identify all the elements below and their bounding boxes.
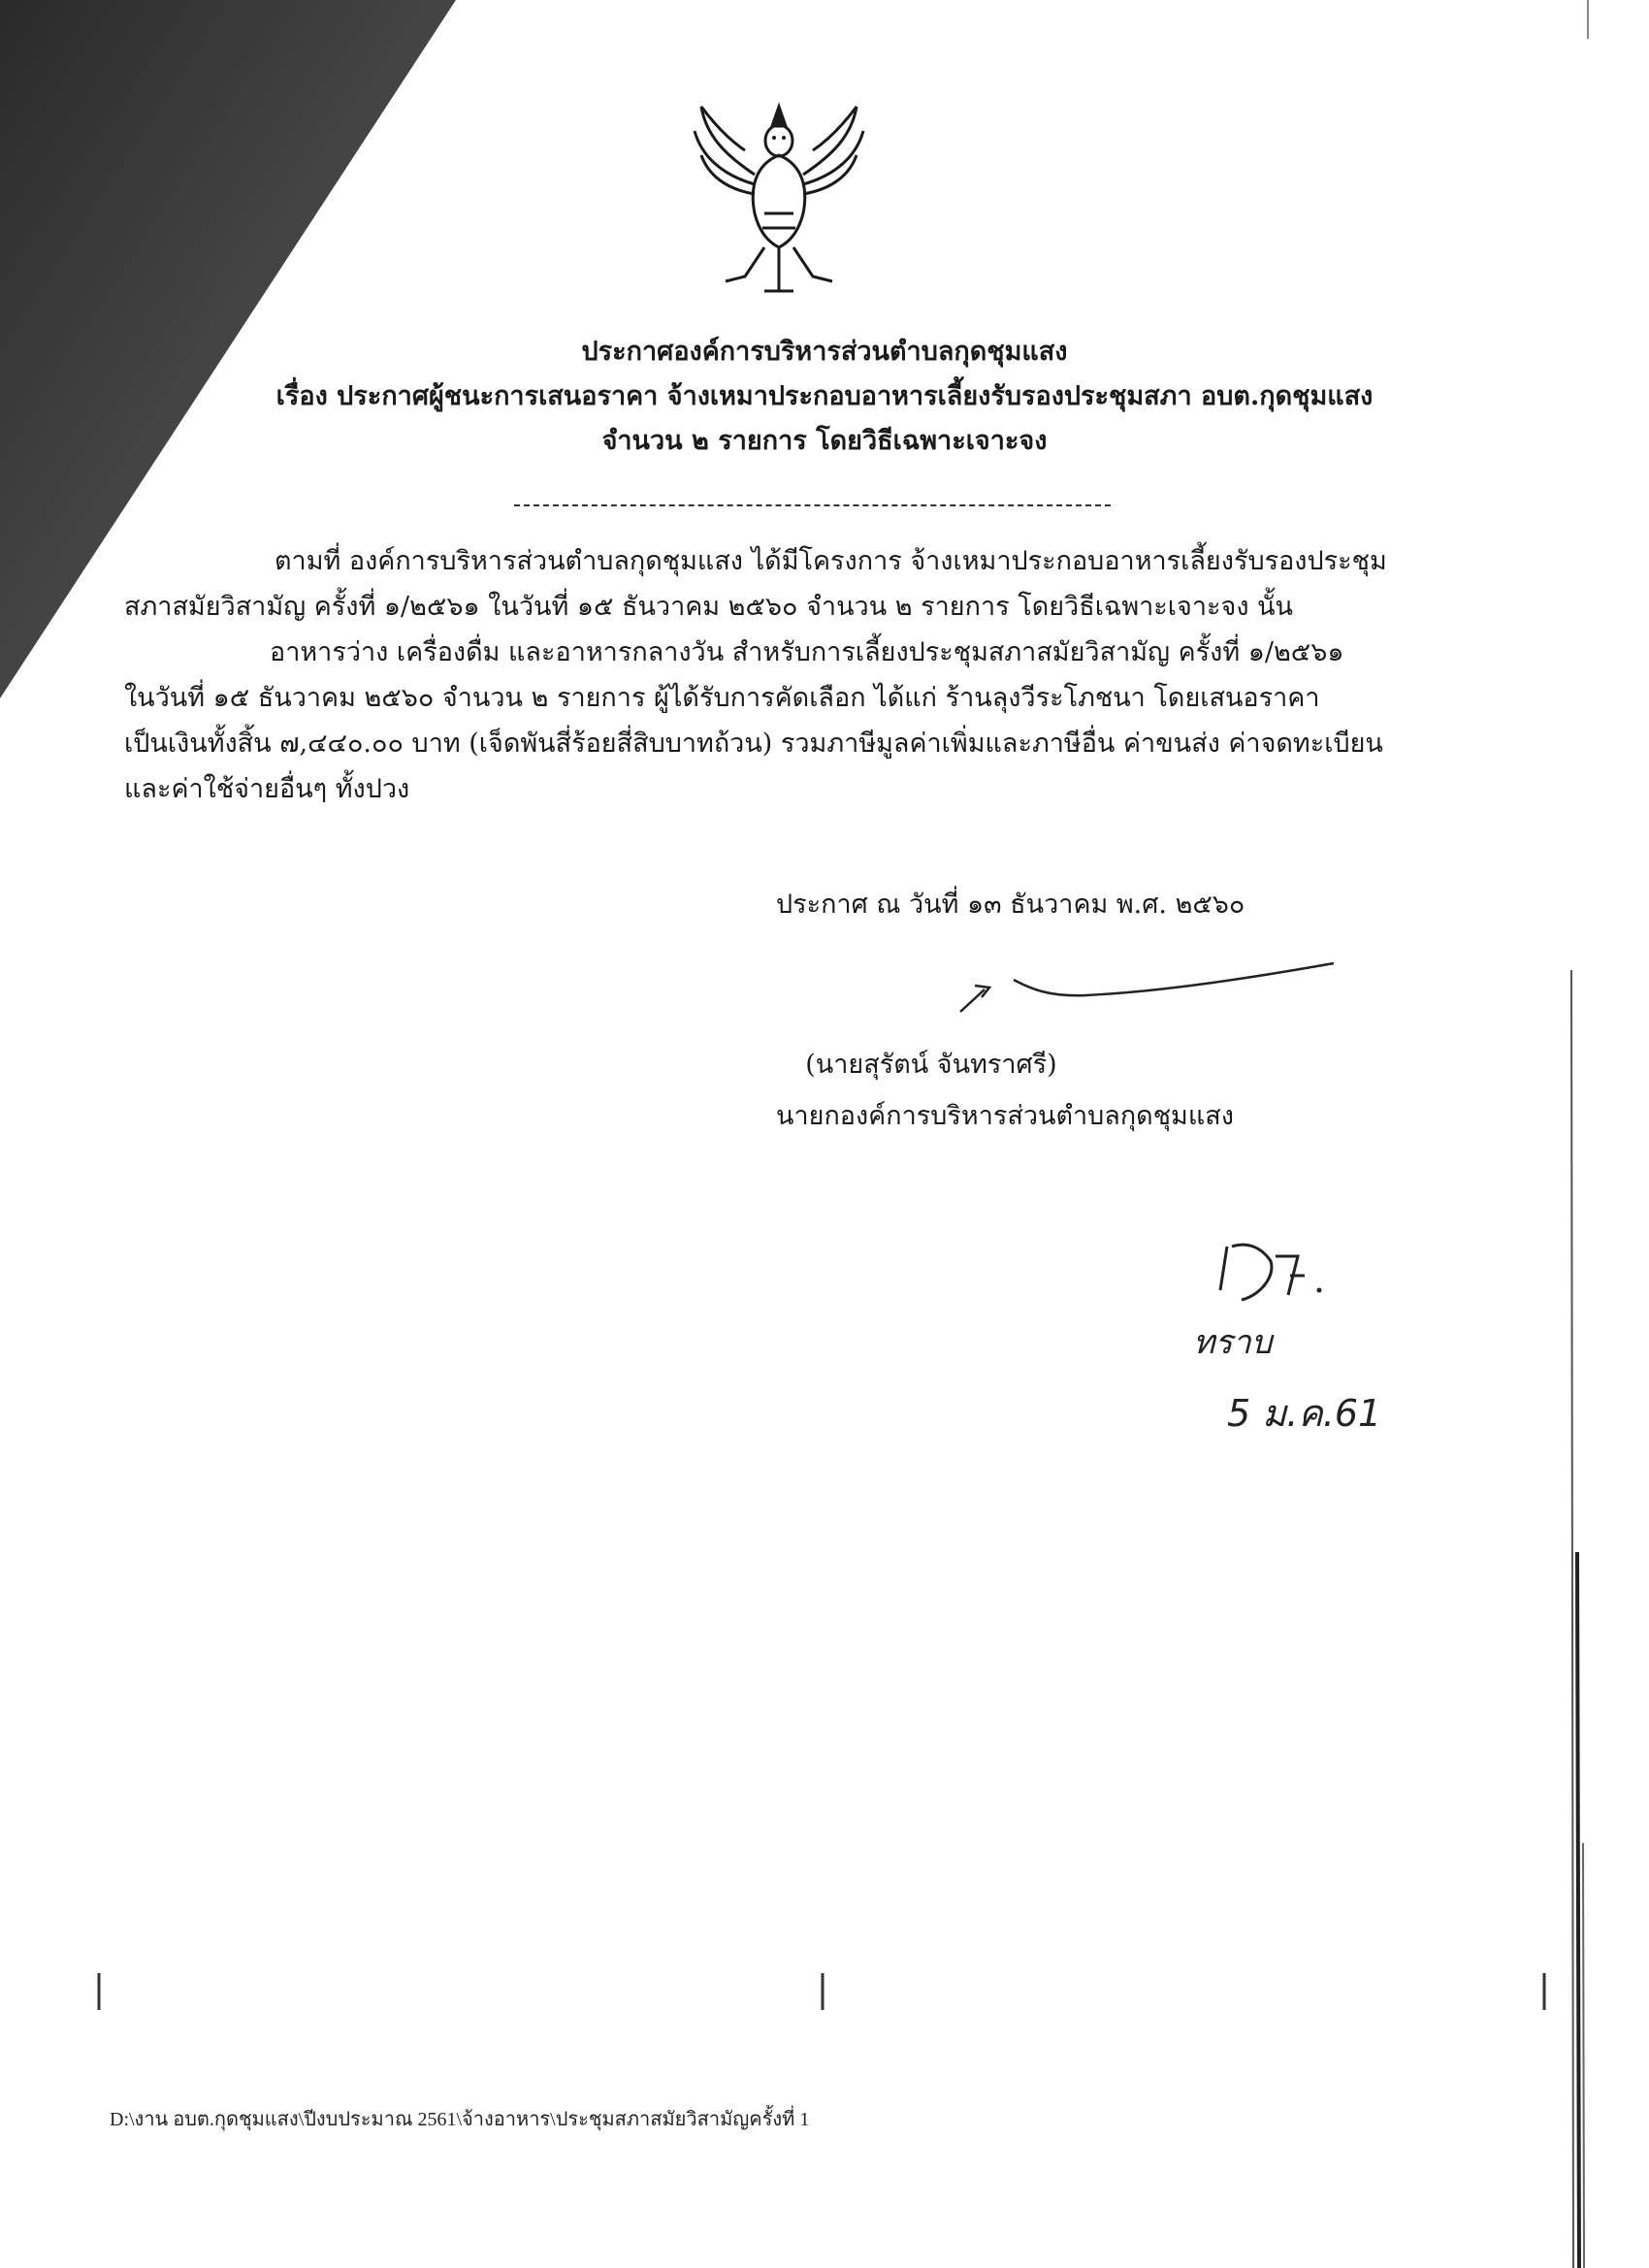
signer-name-row — [0, 1043, 1649, 1085]
signer-name: (นายสุรัตน์ จันทราศรี) — [805, 1050, 1057, 1080]
punch-mark-right — [1542, 1973, 1546, 2010]
garuda-emblem-icon — [687, 97, 871, 301]
announcement-subject: เรื่อง ประกาศผู้ชนะการเสนอราคา จ้างเหมาประกอบอาหารเลี้ยงรับรองประชุมสภา อบต.กุดชุมแสง — [275, 381, 1374, 411]
body-para1-line2: สภาสมัยวิสามัญ ครั้งที่ ๑/๒๕๖๑ ในวันที่ ๑๕ ธันวาคม ๒๕๖๐ จำนวน ๒ รายการ โดยวิธีเฉพาะเจาะจง นั้น — [124, 592, 1293, 622]
announcement-title-block — [194, 330, 1455, 464]
punch-mark-left — [97, 1973, 101, 2010]
signer-position: นายกองค์การบริหารส่วนตำบลกุดชุมแสง — [776, 1101, 1234, 1131]
footer-file-path: D:\งาน อบต.กุดชุมแสง\ปีงบประมาณ 2561\จ้างอาหาร\ประชุมสภาสมัยวิสามัญครั้งที่ 1 — [110, 2109, 810, 2130]
punch-mark-center — [821, 1973, 824, 2010]
body-para2-line3: เป็นเงินทั้งสิ้น ๗,๔๔๐.๐๐ บาท (เจ็ดพันสี่ร้อยสี่สิบบาทถ้วน) รวมภาษีมูลค่าเพิ่มและภาษีอื่น ค่าขนส่ง ค่าจดทะเบียน — [124, 729, 1383, 759]
note-word: ทราบ — [1193, 1323, 1273, 1362]
body-para2-line2: ในวันที่ ๑๕ ธันวาคม ๒๕๖๐ จำนวน ๒ รายการ ผู้ได้รับการคัดเลือก ได้แก่ ร้านลุงวีระโภชนา โดยเสนอราคา — [124, 683, 1320, 713]
title-divider — [514, 504, 1111, 506]
scan-edge-lines — [1564, 0, 1602, 2268]
body-para1-line1: ตามที่ องค์การบริหารส่วนตำบลกุดชุมแสง ได้มีโครงการ จ้างเหมาประกอบอาหารเลี้ยงรับรองประชุม — [275, 546, 1387, 576]
handwritten-acknowledgement — [1174, 1227, 1416, 1450]
body-para2-line1: อาหารว่าง เครื่องดื่ม และอาหารกลางวัน สำหรับการเลี้ยงประชุมสภาสมัยวิสามัญ ครั้งที่ ๑/๒๕๖๑ — [270, 637, 1344, 667]
announcement-body — [124, 538, 1455, 812]
announcement-date: ประกาศ ณ วันที่ ๑๓ ธันวาคม พ.ศ. ๒๕๖๐ — [776, 890, 1245, 920]
body-para2-line4: และค่าใช้จ่ายอื่นๆ ทั้งปวง — [124, 774, 410, 804]
signature-scribble — [931, 958, 1339, 1017]
announcement-subject-line2: จำนวน ๒ รายการ โดยวิธีเฉพาะเจาะจง — [601, 426, 1048, 456]
note-date: 5 ม.ค.61 — [1227, 1392, 1382, 1435]
announcement-header: ประกาศองค์การบริหารส่วนตำบลกุดชุมแสง — [581, 337, 1068, 367]
